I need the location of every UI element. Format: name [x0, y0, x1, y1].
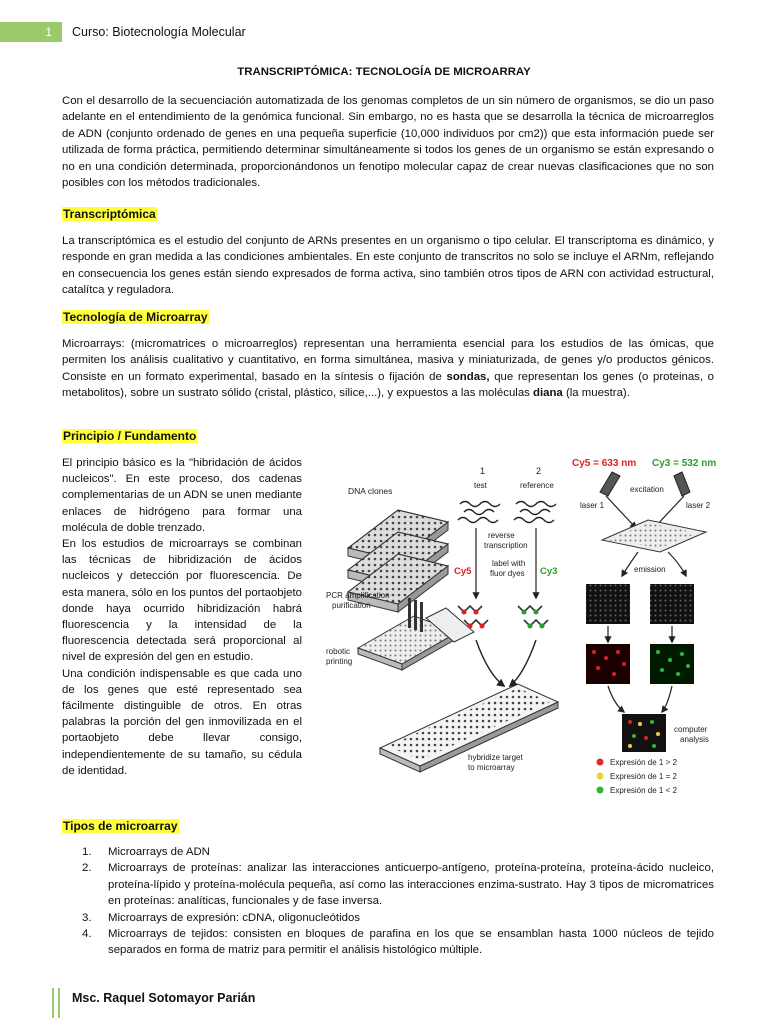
label-cy3: Cy3 [540, 566, 558, 577]
label-emission: emission [634, 565, 666, 574]
label-laser2: laser 2 [686, 501, 711, 510]
label-pcr-1: PCR amplification [326, 591, 390, 600]
section-heading-tipos: Tipos de microarray [63, 819, 178, 833]
label-computer-1: computer [674, 725, 708, 734]
list-item: 3. Microarrays de expresión: cDNA, oligonucleótidos [82, 911, 360, 924]
page-number-badge: 1 [0, 22, 62, 42]
scanned-slide [602, 520, 706, 552]
lasers [600, 472, 690, 528]
legend-dot-2 [597, 773, 604, 780]
label-hybridize-2: to microarray [468, 763, 515, 772]
list-item: 4. Microarrays de tejidos: consisten en bloques de parafina en los que se ensamblan hasta 1000 núcleos de tejido separados en forma de matriz para permitir el análisis histológico múltiple. [82, 928, 714, 957]
transcriptomica-paragraph: La transcriptómica es el estudio del conjunto de ARNs presentes en un organismo o tipo celular. El transcriptoma es dinámico, y responde en gran medida a las condiciones ambientales. En este conjunto de transcritos no solo se incluye el ARNm, reflejando en consecuencia los genes están siendo expresados de forma activa, sino también otros tipos de ARN con actividad estructural, catalítca y reguladora. [62, 235, 714, 297]
label-fluor-2: fluor dyes [490, 569, 525, 578]
label-rt-2: transcription [484, 541, 528, 550]
legend-dot-1 [597, 759, 604, 766]
label-cy5-nm: Cy5 = 633 nm [572, 458, 637, 469]
label-laser1: laser 1 [580, 501, 605, 510]
label-cy5: Cy5 [454, 566, 472, 577]
label-col1-test: test [474, 481, 487, 490]
tipos-list [62, 844, 714, 959]
list-item: 1. Microarrays de ADN [82, 846, 210, 858]
microarray-diagram [318, 448, 730, 808]
section-heading-tecnologia: Tecnología de Microarray [63, 310, 208, 324]
label-hybridize-1: hybridize target [468, 753, 523, 762]
legend-label-3: Expresión de 1 < 2 [610, 786, 677, 795]
list-item: 2. Microarrays de proteínas: analizar las interacciones anticuerpo-antígeno, proteína-proteína, proteína-ácido nucleico, proteína-lípido y proteína-molécula pequeña, así como las interacciones enzima-sustrato. Hay 3 tipos de micromatrices en proteínas: analíticas, funcionales y de fase inversa. [82, 862, 714, 908]
footer-accent-bars [52, 988, 60, 1018]
bold-diana: diana [533, 387, 563, 400]
label-cy3-nm: Cy3 = 532 nm [652, 458, 717, 469]
label-excitation: excitation [630, 485, 664, 494]
label-fluor-1: label with [492, 559, 526, 568]
author-name: Msc. Raquel Sotomayor Parián [72, 991, 256, 1005]
legend-label-2: Expresión de 1 = 2 [610, 772, 677, 781]
bold-sondas: sondas, [446, 370, 490, 383]
mrna-strands [458, 502, 556, 523]
label-col1-num: 1 [480, 466, 486, 476]
labeled-cdna [458, 606, 548, 629]
tecnologia-paragraph: Microarrays: (micromatrices o microarreglos) representan una herramienta esencial para los estudios de las ómicas, que permiten los análisis cualitativo y cuantitativo, en forma simultánea, masiva y miniaturizada, de genes y/o productos génicos. Consiste en un formato experimental, basado en la síntesis o fijación de sondas, que representan los genes (o proteinas, o metabolitos), sobre un sustrato sólido (cristal, plástico, silice,...), y expuestos a las moléculas diana (la muestra). [62, 338, 715, 400]
label-col2-ref: reference [520, 481, 554, 490]
label-dna-clones: DNA clones [348, 486, 393, 496]
legend-label-1: Expresión de 1 > 2 [610, 758, 677, 767]
label-pcr-2: purification [332, 601, 371, 610]
figure-legend [597, 758, 678, 795]
document-title: TRANSCRIPTÓMICA: TECNOLOGÍA DE MICROARRAY [237, 66, 531, 78]
label-robotic-2: printing [326, 657, 353, 666]
intro-paragraph: Con el desarrollo de la secuenciación automatizada de los genomas completos de un sin número de organismos, se dio un paso adelante en el entendimiento de la genómica funcional. Sin embargo, no es hasta que se desarrolla la técnica de microarreglos de ADN (conjunto ordenado de genes en una pequeña superficie (10,000 individuos por cm2)) que esta información puede ser utilizada de forma práctica, permitiendo determinar simultáneamente si todos los genes de un organismo se están expresando o no en una condición determinada, proporcionándonos un fenotipo molecular capaz de crear nuevas clasificaciones que no son posibles con los métodos tradicionales. [62, 95, 714, 190]
label-rt-1: reverse [488, 531, 515, 540]
label-robotic-1: robotic [326, 647, 351, 656]
label-computer-2: analysis [680, 735, 709, 744]
section-heading-principio: Principio / Fundamento [63, 429, 197, 443]
legend-dot-3 [597, 787, 604, 794]
principio-paragraph: El principio básico es la "hibridación de ácidos nucleicos". En este proceso, dos cadenas complementarias de un ADN se unen mediante enlaces de hidrógeno para formar una molécula de doble trenzado. En los estudios de microarrays se combinan las técnicas de hibridización de ácidos nucleicos y detección por fluorescencia. De esta manera, sólo en los puntos del portaobjeto donde haya ocurrido hibridización habrá fluorescencia y la intensidad de la fluorescencia detectada será proporcional al nivel de expresión del gen en estudio. Una condición indispensable es que cada uno de los genes que esté representado sea fácilmente distinguible de otros. En otras palabras la porción del gen inmovilizada en el portaobjeto debe llevar consigo, independientemente de su tamaño, su cédula de identidad. [62, 457, 302, 777]
course-title: Curso: Biotecnología Molecular [72, 25, 246, 39]
label-col2-num: 2 [536, 466, 542, 476]
section-heading-transcriptomica: Transcriptómica [63, 207, 156, 221]
